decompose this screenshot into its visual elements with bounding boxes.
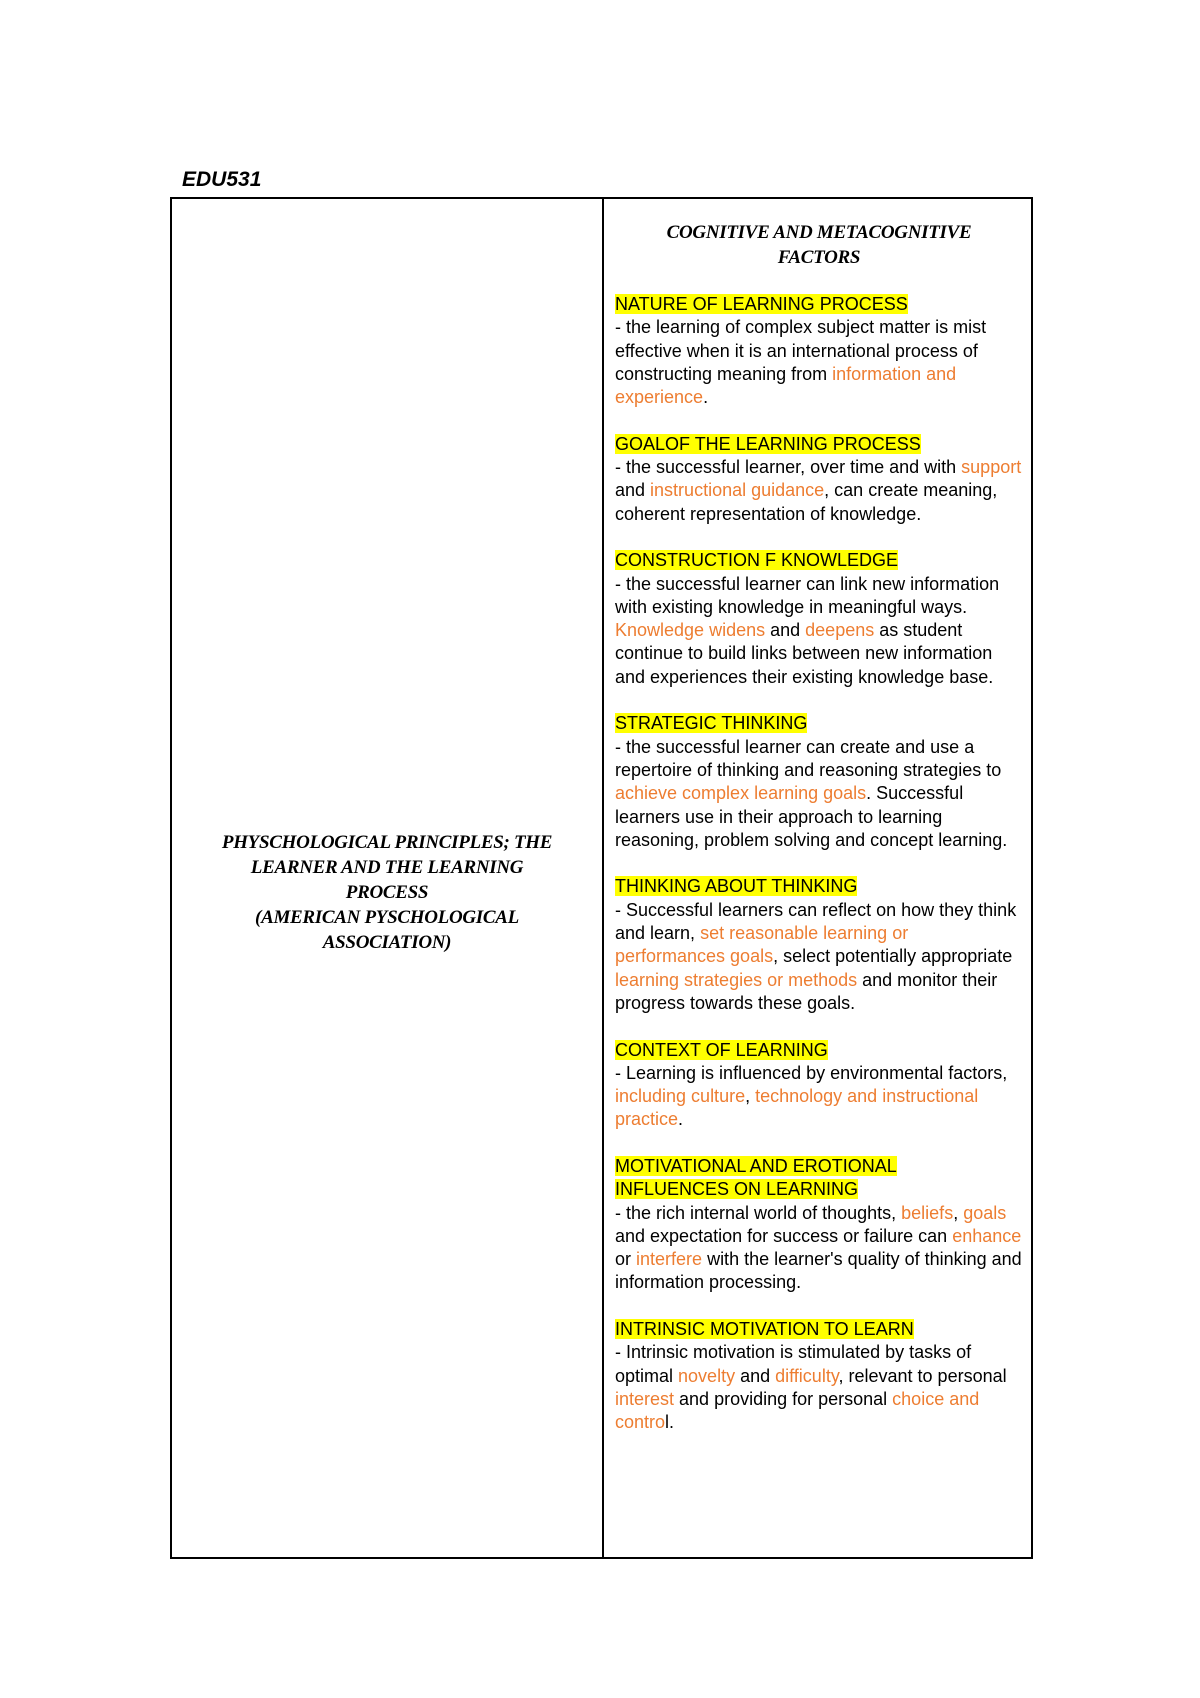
highlighted-phrase: goals — [963, 1202, 1007, 1223]
factor-heading-text: INTRINSIC MOTIVATION TO LEARN — [615, 1319, 914, 1340]
highlighted-phrase: difficulty — [775, 1365, 839, 1386]
description-text: - Learning is influenced by environmental factors, — [615, 1062, 1008, 1083]
description-text: , select potentially appropriate — [773, 946, 1013, 967]
left-cell — [172, 199, 604, 1557]
principles-title-line: (AMERICAN PYSCHOLOGICAL — [255, 906, 519, 928]
factor-heading — [615, 1318, 1023, 1341]
description-text: and — [615, 480, 651, 501]
principles-title-line: PHYSCHOLOGICAL PRINCIPLES; THE — [221, 831, 553, 853]
highlighted-phrase: interest — [615, 1388, 675, 1409]
description-text: . — [678, 1109, 684, 1130]
principles-title-line: LEARNER AND THE LEARNING — [250, 856, 524, 878]
factor-heading-text: MOTIVATIONAL AND EROTIONAL — [615, 1155, 897, 1176]
factor-heading-text: STRATEGIC THINKING — [615, 713, 808, 734]
description-text: , can create meaning, coherent representation of knowledge. — [615, 480, 998, 524]
description-text: as student continue to build links between new information and experiences their existing knowledge base. — [615, 620, 994, 687]
description-text: . Successful learners use in their approach to learning reasoning, problem solving and concept learning. — [615, 783, 1008, 850]
factor-description — [615, 736, 1023, 852]
factor-section — [615, 875, 1023, 1015]
factors-title — [615, 220, 1023, 270]
highlighted-phrase: including culture — [615, 1086, 746, 1107]
description-text: - the successful learner can link new information with existing knowledge in meaningful ways. — [615, 573, 1000, 617]
principles-title-line: PROCESS — [345, 881, 429, 903]
factor-heading-text: THINKING ABOUT THINKING — [615, 876, 858, 897]
description-text: with the learner's quality of thinking and information processing. — [615, 1249, 1022, 1293]
description-text: , — [745, 1086, 756, 1107]
highlighted-phrase: achieve complex learning goals — [615, 783, 867, 804]
factor-heading — [615, 433, 1023, 456]
highlighted-phrase: support — [961, 457, 1022, 478]
factor-heading — [615, 875, 1023, 898]
factor-heading — [615, 293, 1023, 316]
highlighted-phrase: deepens — [805, 620, 875, 641]
factor-heading — [615, 549, 1023, 572]
highlighted-phrase: set reasonable learning or performances goals — [615, 923, 909, 967]
factor-description — [615, 1341, 1023, 1434]
highlighted-phrase: information and experience — [615, 363, 957, 408]
factor-section — [615, 1155, 1023, 1295]
description-text: l. — [665, 1412, 675, 1433]
description-text: . — [703, 387, 709, 408]
factor-section — [615, 549, 1023, 689]
description-text: and — [765, 620, 806, 641]
factor-description — [615, 573, 1023, 689]
factor-heading-text: CONSTRUCTION F KNOWLEDGE — [615, 550, 899, 571]
factors-title-line: COGNITIVE AND METACOGNITIVE — [666, 222, 972, 243]
highlighted-phrase: instructional guidance — [650, 480, 825, 501]
factor-description — [615, 1202, 1023, 1295]
factor-heading-text: INFLUENCES ON LEARNING — [615, 1179, 859, 1200]
factor-heading — [615, 712, 1023, 735]
description-text: - Intrinsic motivation is stimulated by tasks of optimal — [615, 1342, 972, 1386]
description-text: - Successful learners can reflect on how they think and learn, — [615, 899, 1017, 944]
description-text: and expectation for success or failure can — [615, 1225, 953, 1246]
factor-heading — [615, 1039, 1023, 1062]
factor-description — [615, 316, 1023, 409]
principles-title-line: ASSOCIATION) — [322, 931, 452, 953]
principles-table — [170, 197, 1033, 1559]
description-text: or — [615, 1249, 637, 1270]
factor-heading-text: GOALOF THE LEARNING PROCESS — [615, 433, 921, 454]
description-text: - the successful learner, over time and with — [615, 457, 962, 478]
description-text: and — [735, 1365, 776, 1386]
factor-description — [615, 1062, 1023, 1132]
highlighted-phrase: enhance — [952, 1225, 1022, 1246]
factor-section — [615, 433, 1023, 526]
factor-heading-text: NATURE OF LEARNING PROCESS — [615, 294, 908, 314]
highlighted-phrase: novelty — [678, 1365, 736, 1386]
factor-heading-text: CONTEXT OF LEARNING — [615, 1039, 828, 1060]
factor-section — [615, 1318, 1023, 1434]
document-code: EDU531 — [182, 168, 262, 191]
factor-section — [615, 712, 1023, 852]
description-text: and providing for personal — [674, 1388, 893, 1409]
description-text: , relevant to personal — [838, 1365, 1007, 1386]
factor-description — [615, 456, 1023, 526]
factor-section — [615, 1039, 1023, 1132]
description-text: and monitor their progress towards these goals. — [615, 969, 998, 1013]
description-text: - the learning of complex subject matter is mist effective when it is an international process of constructing meaning from — [615, 317, 987, 384]
factor-section — [615, 293, 1023, 409]
factors-title-line: FACTORS — [777, 247, 861, 268]
factor-sections — [615, 293, 1023, 1435]
highlighted-phrase: Knowledge widens — [615, 620, 766, 641]
description-text: - the rich internal world of thoughts, — [615, 1202, 902, 1223]
description-text: , — [953, 1202, 964, 1223]
highlighted-phrase: choice and contro — [615, 1388, 980, 1433]
highlighted-phrase: interfere — [636, 1249, 703, 1270]
right-cell — [604, 199, 1031, 1557]
highlighted-phrase: technology and instructional practice — [615, 1086, 979, 1130]
factor-heading — [615, 1155, 1023, 1202]
factor-description — [615, 899, 1023, 1015]
principles-title — [187, 830, 587, 955]
description-text: - the successful learner can create and use a repertoire of thinking and reasoning strategies to — [615, 736, 1002, 780]
highlighted-phrase: beliefs — [901, 1202, 954, 1223]
highlighted-phrase: learning strategies or methods — [615, 969, 858, 990]
